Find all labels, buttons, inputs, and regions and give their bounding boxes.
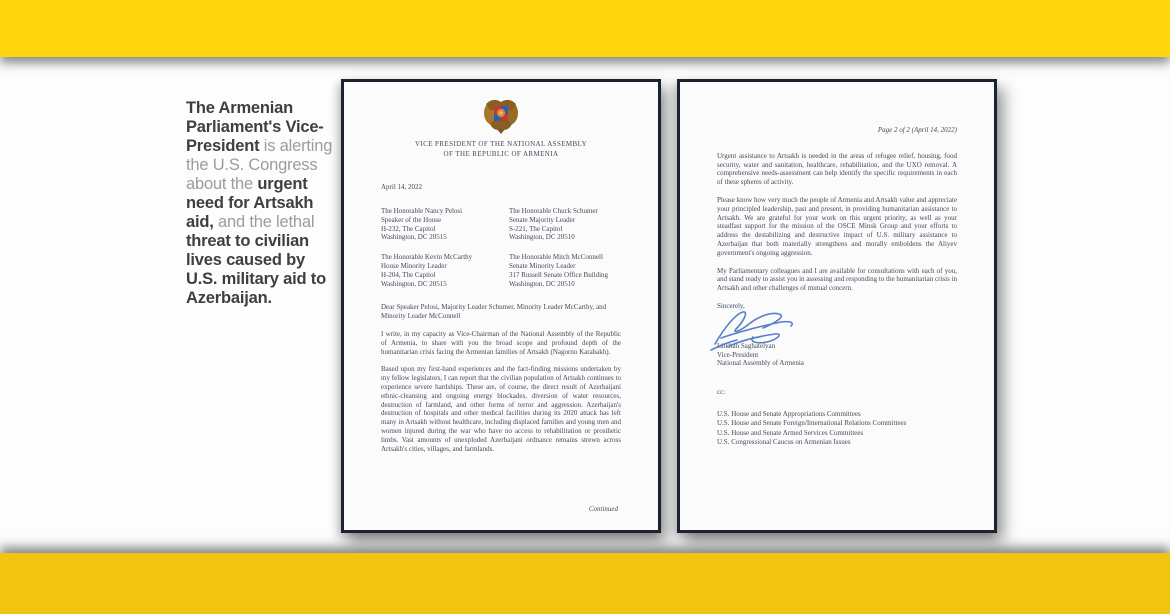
recipient-address-block bbox=[381, 207, 621, 288]
address-line: H-232, The Capitol bbox=[381, 224, 436, 233]
letter-page-2 bbox=[677, 79, 997, 533]
cc-item: U.S. House and Senate Foreign/International Relations Committees bbox=[717, 419, 907, 428]
letterhead-line-1: VICE PRESIDENT OF THE NATIONAL ASSEMBLY bbox=[414, 140, 588, 148]
address-line: Washington, DC 20510 bbox=[509, 279, 575, 288]
handwritten-signature-icon bbox=[709, 306, 819, 352]
address-line: The Honorable Nancy Pelosi bbox=[381, 206, 463, 215]
cc-list bbox=[717, 410, 957, 448]
address-line: Washington, DC 20515 bbox=[381, 233, 447, 242]
address-line: H-204, The Capitol bbox=[381, 270, 436, 279]
signer-name: Ishkhan Saghatelyan bbox=[717, 341, 776, 350]
body-paragraph-2: Based upon my first-hand experiences and the fact-finding missions undertaken by my fellow legislators, I can report that the civilian population of Artsakh continues to experience severe hardships. These are, of course, the direct result of Azerbaijani ethnic-cleansing and ongoing energy blockades, diversion of water resources, destruction of farmland, and other forms of terror and aggression. Azerbaijan's destruction of hospitals and other medical facilities during its 2020 attack has left many in Artsakh without healthcare, including displaced families and young men and women injured during the war who have no access to rehabilitation or prosthetic limbs. Vast amounts of unexploded Azerbaijani ordnance remains strewn across Artsakh's cities, villages, and farmlands. bbox=[381, 365, 621, 453]
cc-item: U.S. Congressional Caucus on Armenian Issues bbox=[717, 438, 851, 447]
address-line: 317 Russell Senate Office Building bbox=[509, 270, 609, 279]
recipient-mccarthy bbox=[381, 253, 509, 288]
recipient-mcconnell bbox=[509, 253, 621, 288]
body-paragraph-5: My Parliamentary colleagues and I are available for consultations with each of you, and stand ready to assist you in assessing and responding to the humanitarian crisis in Artsakh and other challenges of mutual concern. bbox=[717, 266, 957, 293]
address-line: House Minority Leader bbox=[381, 261, 447, 270]
salutation: Dear Speaker Pelosi, Majority Leader Schumer, Minority Leader McCarthy, and Minority Leader McConnell bbox=[381, 303, 607, 321]
continued-note: Continued bbox=[588, 505, 618, 514]
letter-page-2-content bbox=[680, 82, 994, 530]
armenia-coat-of-arms-icon bbox=[482, 96, 520, 136]
caption-bold-1: The Armenian Parliament's Vice-President bbox=[186, 99, 324, 155]
body-paragraph-4: Please know how very much the people of Armenia and Artsakh value and appreciate your principled leadership, past and present, in providing humanitarian assistance to Artsakh. We are grateful for your work on this urgent priority, as well as your steadfast support for the mission of the OSCE Minsk Group and your efforts to address the destabilizing and destructive impact of U.S. military assistance to Azerbaijan that both materially strengthens and morally emboldens the Aliyev government's ongoing aggression. bbox=[717, 195, 957, 257]
letter-page-1-content bbox=[344, 82, 658, 530]
address-line: Speaker of the House bbox=[381, 215, 442, 224]
headline-caption bbox=[186, 99, 340, 308]
caption-bold-3: threat to civilian lives caused by U.S. military aid to Azerbaijan. bbox=[186, 232, 326, 307]
caption-light-2: and the lethal bbox=[218, 213, 315, 231]
letter-date: April 14, 2022 bbox=[381, 183, 423, 192]
recipient-pelosi bbox=[381, 207, 509, 242]
cc-item: U.S. House and Senate Armed Services Committees bbox=[717, 428, 864, 437]
address-line: S-221, The Capitol bbox=[509, 224, 563, 233]
body-paragraph-1: I write, in my capacity as Vice-Chairman of the National Assembly of the Republic of Armenia, to share with you the broad scope and profound depth of the humanitarian crisis facing the Armenian families of Artsakh (Nagorno Karabakh). bbox=[381, 329, 621, 356]
closing-word: Sincerely, bbox=[717, 301, 745, 310]
recipient-schumer bbox=[509, 207, 621, 242]
body-paragraph-3: Urgent assistance to Artsakh is needed in the areas of refugee relief, housing, food security, water and sanitation, healthcare, rehabilitation, and the UXO removal. A comprehensive needs-assessment can help identify the specific requirements in each of these spheres of activity. bbox=[717, 151, 957, 187]
address-line: Senate Minority Leader bbox=[509, 261, 576, 270]
signature-area bbox=[717, 312, 957, 342]
bottom-yellow-banner bbox=[0, 553, 1170, 614]
address-line: The Honorable Mitch McConnell bbox=[509, 253, 603, 262]
address-line: The Honorable Chuck Schumer bbox=[509, 206, 598, 215]
address-line: Senate Majority Leader bbox=[509, 215, 576, 224]
letterhead bbox=[381, 140, 621, 159]
address-line: Washington, DC 20510 bbox=[509, 233, 575, 242]
caption-light-1: is alerting the U.S. Congress about the bbox=[186, 137, 333, 193]
page-number-header: Page 2 of 2 (April 14, 2022) bbox=[877, 126, 957, 134]
cc-item: U.S. House and Senate Appropriations Committees bbox=[717, 409, 861, 418]
signer-organization: National Assembly of Armenia bbox=[717, 359, 804, 368]
signer-title: Vice-President bbox=[717, 350, 759, 359]
top-yellow-banner bbox=[0, 0, 1170, 57]
letterhead-line-2: OF THE REPUBLIC OF ARMENIA bbox=[443, 149, 559, 158]
address-line: The Honorable Kevin McCarthy bbox=[381, 253, 473, 262]
cc-label: cc: bbox=[717, 388, 726, 397]
address-line: Washington, DC 20515 bbox=[381, 279, 447, 288]
caption-bold-2: urgent need for Artsakh aid, bbox=[186, 175, 314, 231]
letter-page-1 bbox=[341, 79, 661, 533]
